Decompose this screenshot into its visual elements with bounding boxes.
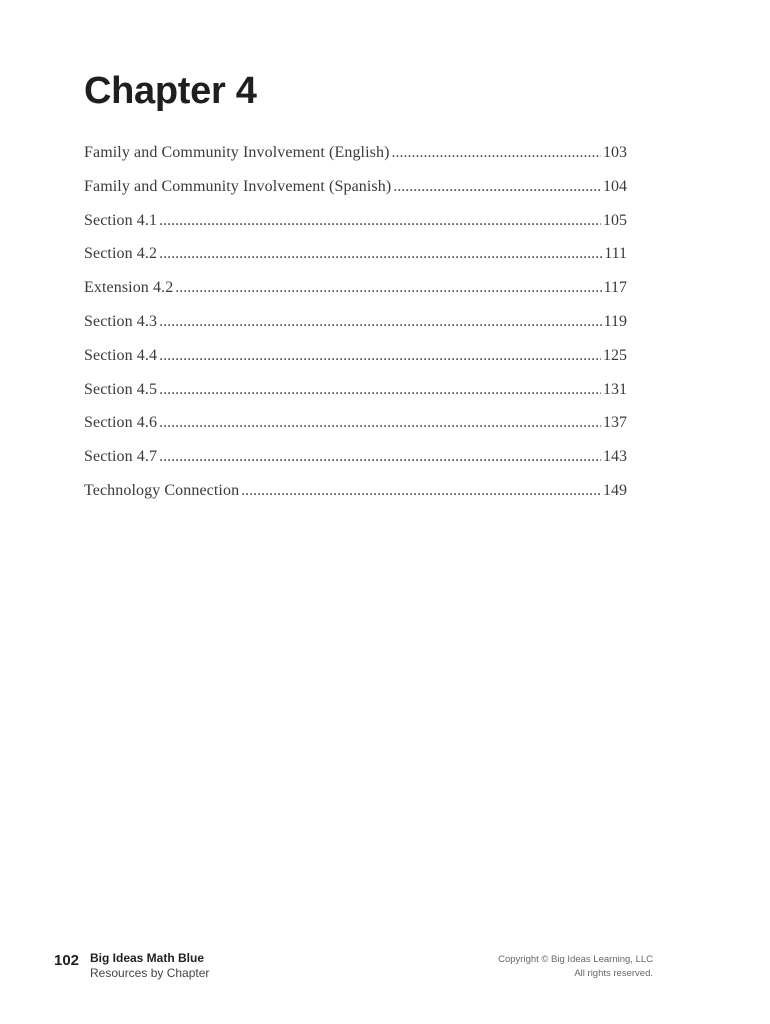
toc-leader-dots: [159, 448, 601, 466]
toc-entry-page: 149: [603, 481, 627, 499]
footer-book-subtitle: Resources by Chapter: [90, 966, 210, 980]
toc-entry-title: Section 4.1: [84, 211, 158, 229]
toc-entry-page: 105: [603, 211, 627, 229]
toc-entry: [84, 313, 627, 347]
toc-leader-dots: [159, 381, 601, 399]
toc-entry-title: Section 4.5: [84, 380, 158, 398]
toc-entry: [84, 144, 627, 178]
toc-entry-title: Technology Connection: [84, 481, 240, 499]
toc-entry-title: Section 4.2: [84, 245, 158, 263]
toc-leader-dots: [159, 414, 601, 432]
toc-leader-dots: [159, 347, 601, 365]
toc-entry: [84, 178, 627, 212]
toc-entry-title: Section 4.7: [84, 448, 158, 466]
footer-rights: All rights reserved.: [574, 968, 653, 979]
table-of-contents: [84, 144, 627, 516]
toc-leader-dots: [241, 482, 601, 500]
footer-page-number: 102: [54, 952, 80, 969]
toc-entry-page: 119: [603, 312, 627, 330]
toc-entry-page: 131: [603, 380, 627, 398]
toc-leader-dots: [159, 313, 602, 331]
toc-entry-page: 117: [603, 279, 627, 297]
footer-book-info: [90, 951, 209, 981]
toc-entry: [84, 482, 627, 516]
toc-leader-dots: [159, 245, 602, 263]
toc-entry: [84, 212, 627, 246]
toc-entry-page: 137: [603, 414, 627, 432]
toc-entry: [84, 279, 627, 313]
toc-entry-page: 103: [603, 144, 627, 161]
toc-entry-title: Family and Community Involvement (Spanish): [84, 177, 392, 195]
toc-entry-title: Family and Community Involvement (English): [84, 144, 390, 161]
toc-entry: [84, 381, 627, 415]
toc-entry-page: 111: [604, 245, 627, 263]
toc-entry-page: 125: [603, 346, 627, 364]
toc-entry-page: 143: [603, 448, 627, 466]
footer-copyright-block: [498, 953, 653, 981]
toc-entry: [84, 448, 627, 482]
toc-leader-dots: [393, 178, 601, 196]
page-title: Chapter 4: [84, 70, 257, 112]
toc-entry-title: Section 4.3: [84, 312, 158, 330]
toc-entry: [84, 414, 627, 448]
toc-leader-dots: [175, 279, 601, 297]
toc-entry: [84, 245, 627, 279]
toc-entry-page: 104: [603, 177, 627, 195]
toc-leader-dots: [392, 144, 601, 162]
toc-entry: [84, 347, 627, 381]
toc-leader-dots: [159, 212, 601, 230]
toc-entry-title: Extension 4.2: [84, 279, 174, 297]
toc-entry-title: Section 4.6: [84, 414, 158, 432]
toc-entry-title: Section 4.4: [84, 346, 158, 364]
footer-copyright: Copyright © Big Ideas Learning, LLC: [498, 954, 653, 965]
footer-book-title: Big Ideas Math Blue: [90, 951, 205, 965]
